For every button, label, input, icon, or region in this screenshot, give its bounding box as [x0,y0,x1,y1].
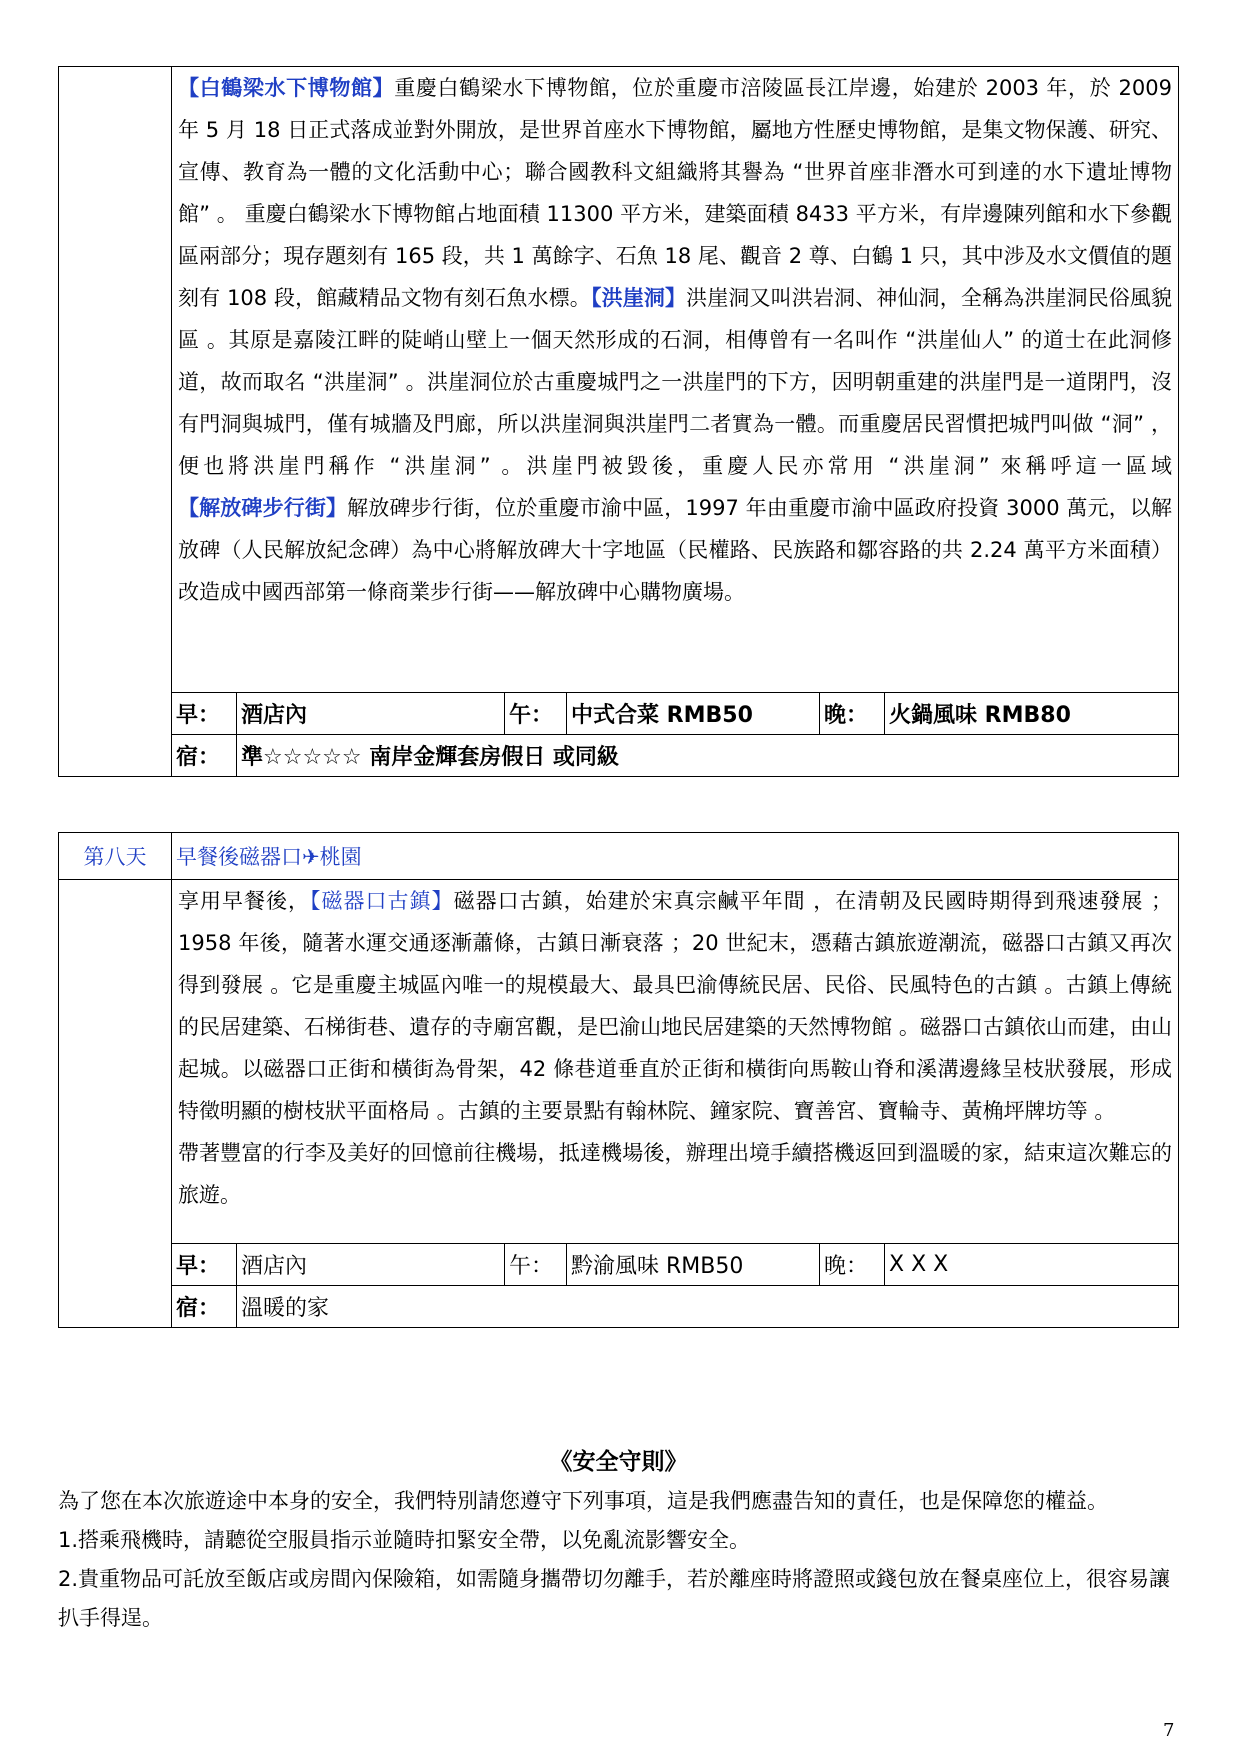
day7-description [172,67,1179,693]
day7-stay-row [59,735,1179,777]
safety-title: 《安全守則》 [549,1449,688,1475]
safety-section [58,1442,1179,1638]
attraction-title-baiheliang: 【白鶴梁水下博物館】 [178,76,395,100]
day8-stay-row [59,1286,1179,1328]
day8-description [172,880,1179,1244]
dinner-label: 晚： [820,1244,885,1286]
attraction-text-jiefangbei: 解放碑步行街，位於重慶市渝中區，1997 年由重慶市渝中區政府投資 3000 萬元，以解放碑（人民解放紀念碑）為中心將解放碑大十字地區（民權路、民族路和鄒容路的共 2.24 萬平方米面積）改造成中國西部第一條商業步行街——解放碑中心購物廣場。 [178,496,1172,604]
day7-itinerary-table [58,66,1179,777]
attraction-text-baiheliang: 重慶白鶴梁水下博物館，位於重慶市涪陵區長江岸邊，始建於 2003 年，於 2009 年 5 月 18 日正式落成並對外開放，是世界首座水下博物館，屬地方性歷史博物館，是集文物保護、研究、宣傳、教育為一體的文化活動中心；聯合國教科文組織將其譽為 “世界首座非潛水可到達的水下遺址博物館” 。 重慶白鶴梁水下博物館占地面積 11300 平方米，建築面積 8433 平方米，有岸邊陳列館和水下參觀區兩部分；現存題刻有 165 段，共 1 萬餘字、石魚 18 尾、觀音 2 尊、白鶴 1 只，其中涉及水文價值的題刻有 108 段，館藏精品文物有刻石魚水標。 [178,76,1172,310]
stay-value: 準☆☆☆☆☆ 南岸金輝套房假日 或同級 [237,735,1179,777]
safety-intro: 為了您在本次旅遊途中本身的安全，我們特別請您遵守下列事項，這是我們應盡告知的責任，也是保障您的權益。 [58,1489,1108,1513]
dinner-value: X X X [885,1244,1179,1286]
day7-meals-row [59,693,1179,735]
day-label-cell [59,67,172,777]
attraction-title-jiefangbei: 【解放碑步行街】 [178,496,348,520]
day-label-cell [59,880,172,1328]
page-number: 7 [1163,1720,1175,1741]
day8-return-paragraph: 帶著豐富的行李及美好的回憶前往機場，抵達機場後，辦理出境手續搭機返回到溫暖的家，結束這次難忘的旅遊。 [178,1141,1172,1207]
stay-label: 宿： [172,735,237,777]
stay-label: 宿： [172,1286,237,1328]
stay-value: 溫暖的家 [237,1286,1179,1328]
attraction-title-ciqikou: 【磁器口古鎮】 [310,889,454,913]
day8-paragraph [176,880,1174,1132]
breakfast-label: 早： [172,1244,237,1286]
day8-lead: 享用早餐後， [178,889,311,913]
lunch-value: 中式合菜 RMB50 [567,693,820,735]
attraction-text-ciqikou: 磁器口古鎮，始建於宋真宗鹹平年間 ，在清朝及民國時期得到飛速發展 ；1958 年後，隨著水運交通逐漸蕭條，古鎮日漸衰落 ；20 世紀末，憑藉古鎮旅遊潮流，磁器口古鎮又再次得到發展 。它是重慶主城區內唯一的規模最大、最具巴渝傳統民居、民俗、民風特色的古鎮 。古鎮上傳統的民居建築、石梯街巷、遺存的寺廟宮觀，是巴渝山地民居建築的天然博物館 。磁器口古鎮依山而建，由山起城。以磁器口正街和橫街為骨架，42 條巷道垂直於正街和橫街向馬鞍山脊和溪溝邊緣呈枝狀發展，形成特徵明顯的樹枝狀平面格局 。古鎮的主要景點有翰林院、鐘家院、寶善宮、寶輪寺、黃桷坪牌坊等 。 [178,889,1173,1123]
safety-rule-1: 1.搭乘飛機時，請聽從空服員指示並隨時扣緊安全帶，以免亂流影響安全。 [58,1528,751,1552]
day8-route: 早餐後磁器口✈桃園 [172,833,1179,880]
lunch-label: 午： [505,693,567,735]
dinner-value: 火鍋風味 RMB80 [885,693,1179,735]
attraction-text-hongyadong: 洪崖洞又叫洪岩洞、神仙洞，全稱為洪崖洞民俗風貌區 。其原是嘉陵江畔的陡峭山壁上一個天然形成的石洞，相傳曾有一名叫作 “洪崖仙人” 的道士在此洞修道，故而取名 “洪崖洞” 。洪崖洞位於古重慶城門之一洪崖門的下方，因明朝重建的洪崖門是一道閉門，沒有門洞與城門，僅有城牆及門廊，所以洪崖洞與洪崖門二者實為一體。而重慶居民習慣把城門叫做 “洞” ，便也將洪崖門稱作 “洪崖洞” 。洪崖門被毀後，重慶人民亦常用 “洪崖洞” 來稱呼這一區域 [178,286,1173,478]
safety-rule-2: 2.貴重物品可託放至飯店或房間內保險箱，如需隨身攜帶切勿離手，若於離座時將證照或錢包放在餐桌座位上，很容易讓扒手得逞。 [58,1567,1171,1630]
attraction-title-hongyadong: 【洪崖洞】 [590,286,687,310]
day8-meals-row [59,1244,1179,1286]
lunch-label: 午： [505,1244,567,1286]
breakfast-value: 酒店內 [237,1244,505,1286]
dinner-label: 晚： [820,693,885,735]
lunch-value: 黔渝風味 RMB50 [567,1244,820,1286]
day8-itinerary-table [58,832,1179,1328]
breakfast-label: 早： [172,693,237,735]
day7-paragraph [176,67,1174,613]
breakfast-value: 酒店內 [237,693,505,735]
day8-label: 第八天 [59,833,172,880]
